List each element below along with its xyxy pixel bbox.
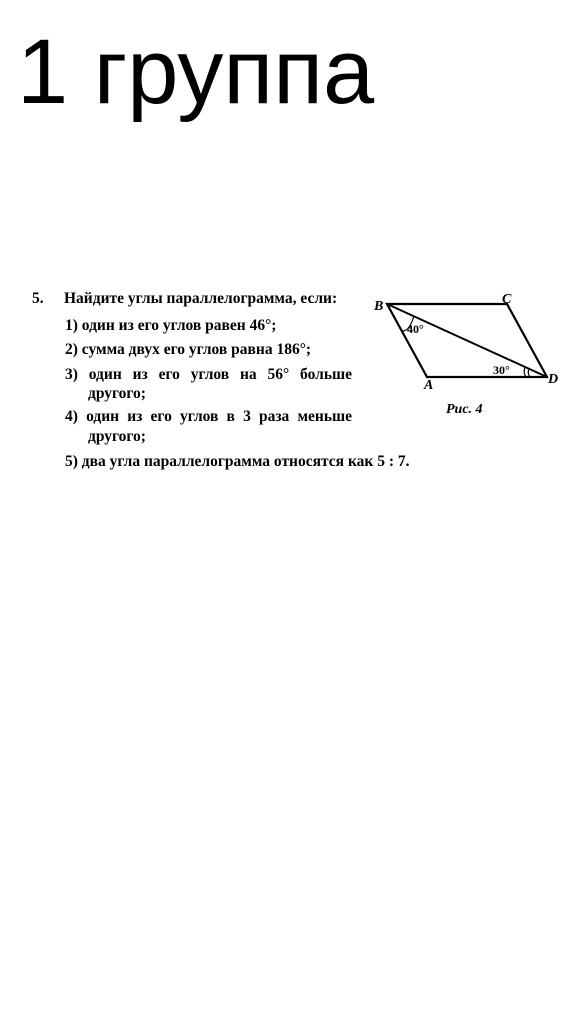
- problem-item-2: 2) сумма двух его углов равна 186°;: [65, 341, 312, 358]
- slide-title: 1 группа: [17, 21, 375, 123]
- parallelogram-diagram: [360, 288, 570, 423]
- word: один: [88, 366, 122, 383]
- word: на: [239, 366, 257, 383]
- word: 3): [65, 366, 78, 383]
- vertex-label-c: C: [502, 292, 512, 307]
- figure-caption: Рис. 4: [446, 402, 483, 417]
- word: из: [132, 366, 148, 383]
- word: меньше: [297, 408, 352, 425]
- problem-item-4-continued: другого;: [88, 428, 146, 445]
- problem-item-1: 1) один из его углов равен 46°;: [65, 317, 277, 334]
- angle-arc-d-outer: [524, 367, 526, 377]
- problem-item-5: 5) два угла параллелограмма относятся как 5 : 7.: [65, 453, 410, 470]
- diagonal-bd: [387, 304, 547, 377]
- word: в: [226, 408, 235, 425]
- problem-stem: Найдите углы параллелограмма, если:: [64, 290, 338, 307]
- angle-label-d: 30°: [493, 363, 510, 377]
- word: раза: [258, 408, 290, 425]
- parallelogram-figure: [360, 288, 570, 423]
- word: его: [150, 408, 172, 425]
- problem-item-3-continued: другого;: [88, 385, 146, 402]
- problem-item-3: [65, 367, 352, 383]
- word: углов: [179, 408, 219, 425]
- word: 4): [65, 408, 78, 425]
- vertex-label-b: B: [374, 299, 384, 314]
- angle-label-b: 40°: [407, 322, 424, 336]
- vertex-label-a: A: [424, 378, 434, 393]
- word: 3: [243, 408, 251, 425]
- word: больше: [300, 366, 352, 383]
- problem-number: 5.: [32, 290, 44, 307]
- word: его: [158, 366, 180, 383]
- word: 56°: [267, 366, 290, 383]
- word: из: [127, 408, 143, 425]
- word: углов: [190, 366, 230, 383]
- problem-item-4: [65, 409, 352, 425]
- word: один: [86, 408, 120, 425]
- vertex-label-d: D: [548, 372, 559, 387]
